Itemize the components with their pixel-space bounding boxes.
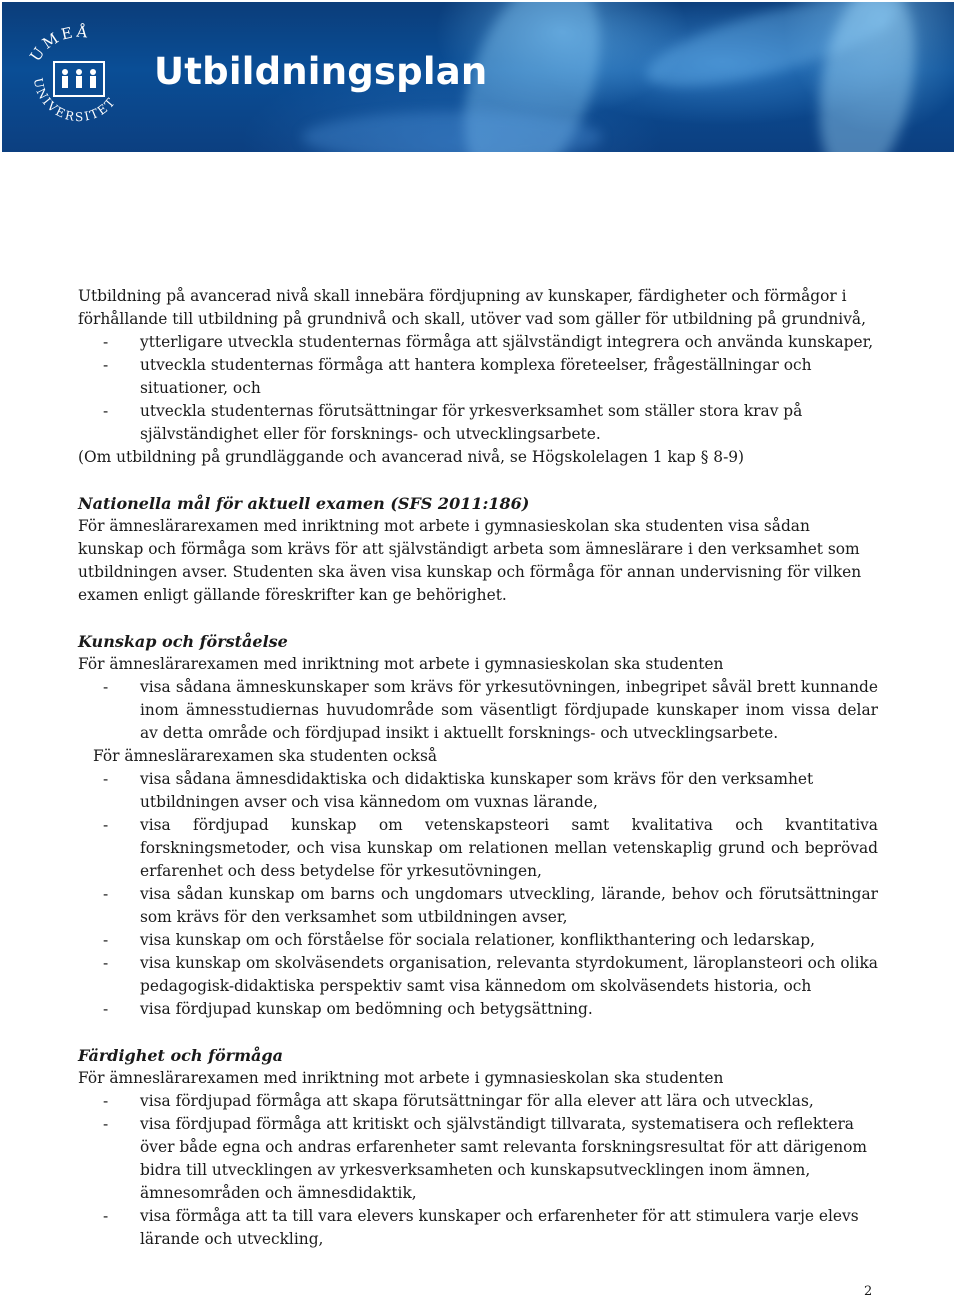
list-item: - utveckla studenternas förmåga att hantera komplexa företeelser, frågeställningar och situationer, och: [103, 356, 812, 397]
university-logo: [20, 20, 138, 138]
kunskap-lead: För ämneslärarexamen med inriktning mot arbete i gymnasieskolan ska studenten: [78, 655, 724, 673]
list-item: - visa förmåga att ta till vara elevers kunskaper och erfarenheter för att stimulera varje elevs lärande och utveckling,: [103, 1207, 859, 1248]
list-item: - visa fördjupad förmåga att skapa förutsättningar för alla elever att lära och utvecklas,: [78, 1090, 878, 1113]
bullet-dash: -: [103, 356, 109, 374]
section-heading-kunskap: Kunskap och förståelse: [78, 632, 288, 651]
law-reference: (Om utbildning på grundläggande och avancerad nivå, se Högskolelagen 1 kap § 8-9): [78, 448, 745, 466]
list-item: - visa sådan kunskap om barns och ungdomars utveckling, lärande, behov och förutsättningar som krävs för den verksamhet som utbildningen avser,: [103, 885, 878, 926]
bullet-dash: -: [103, 816, 109, 834]
list-item: - utveckla studenternas förutsättningar för yrkesverksamhet som ställer stora krav på självständighet eller för forsknings- och utvecklingsarbete.: [103, 402, 803, 443]
fardighet-lead: För ämneslärarexamen med inriktning mot arbete i gymnasieskolan ska studenten: [78, 1069, 724, 1087]
document-title: Utbildningsplan: [154, 50, 488, 93]
bullet-dash: -: [103, 1207, 109, 1225]
list-item: - ytterligare utveckla studenternas förmåga att självständigt integrera och använda kunskaper,: [78, 331, 878, 354]
page-number: 2: [864, 1284, 873, 1299]
svg-text:UNIVERSITET: UNIVERSITET: [30, 76, 119, 125]
intro-line-1: Utbildning på avancerad nivå skall innebära fördjupning av kunskaper, färdigheter och förmågor i: [78, 287, 847, 305]
bullet-dash: -: [103, 1092, 109, 1110]
bullet-dash: -: [103, 402, 109, 420]
bullet-dash: -: [103, 770, 109, 788]
bullet-dash: -: [103, 954, 109, 972]
bullet-dash: -: [103, 678, 109, 696]
document-body: [78, 285, 878, 1251]
intro-line-2: förhållande till utbildning på grundnivå och skall, utöver vad som gäller för utbildning på grundnivå,: [78, 310, 866, 328]
section-heading-nationella: Nationella mål för aktuell examen (SFS 2011:186): [78, 494, 530, 513]
bullet-dash: -: [103, 1000, 109, 1018]
section-heading-fardighet: Färdighet och förmåga: [78, 1046, 283, 1065]
bullet-dash: -: [103, 1115, 109, 1133]
list-item: - visa fördjupad kunskap om bedömning och betygsättning.: [78, 998, 878, 1021]
bullet-dash: -: [103, 333, 109, 351]
list-item: - visa sådana ämneskunskaper som krävs för yrkesutövningen, inbegripet såväl brett kunnande inom ämnesstudiernas huvudområde som väsentligt fördjupade kunskaper inom vissa delar av detta område och fördjupad insikt i aktuellt forsknings- och utvecklingsarbete.: [103, 678, 878, 742]
list-item: - visa sådana ämnesdidaktiska och didaktiska kunskaper som krävs för den verksamhet utbildningen avser och visa kännedom om vuxnas lärande,: [103, 770, 814, 811]
svg-text:UMEÅ: UMEÅ: [26, 22, 92, 65]
list-item: - visa kunskap om skolväsendets organisation, relevanta styrdokument, läroplansteori och olika pedagogisk-didaktiska perspektiv samt visa kännedom om skolväsendets historia, och: [103, 954, 878, 995]
list-item: - visa fördjupad kunskap om vetenskapsteori samt kvalitativa och kvantitativa forskningsmetoder, och visa kunskap om relationen mellan vetenskaplig grund och beprövad erfarenhet och dess betydelse för yrkesutövningen,: [103, 816, 878, 880]
list-item: - visa fördjupad förmåga att kritiskt och självständigt tillvarata, systematisera och reflektera över både egna och andras erfarenheter samt relevanta forskningsresultat för att därigenom bidra till utvecklingen av yrkesverksamheten och kunskapsutvecklingen inom ämnen, ämnesområden och ämnesdidaktik,: [103, 1115, 868, 1202]
bullet-dash: -: [103, 931, 109, 949]
bullet-dash: -: [103, 885, 109, 903]
kunskap-lead-2: För ämneslärarexamen ska studenten också: [93, 747, 438, 765]
header-banner: [2, 2, 954, 152]
nationella-text: För ämneslärarexamen med inriktning mot arbete i gymnasieskolan ska studenten visa sådan kunskap och förmåga som krävs för att självständigt arbeta som ämneslärare i den verksamhet som utbildningen avser. Studenten ska även visa kunskap och förmåga för annan undervisning för vilken examen enligt gällande föreskrifter kan ge behörighet.: [78, 517, 862, 604]
list-item: - visa kunskap om och förståelse för sociala relationer, konflikthantering och ledarskap,: [78, 929, 878, 952]
